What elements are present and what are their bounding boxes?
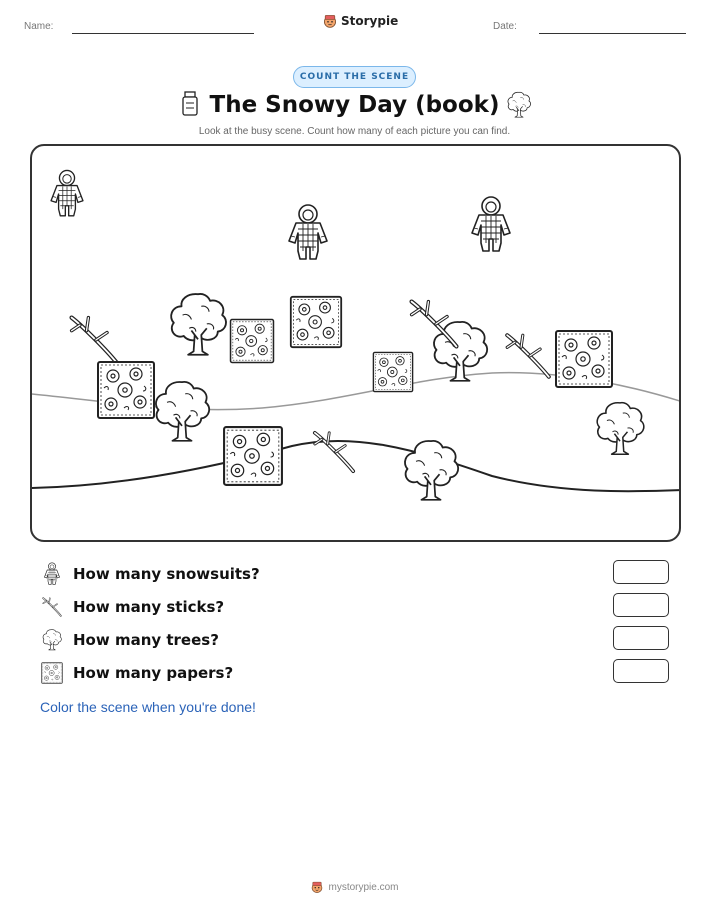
question-text: How many papers? [73,664,234,682]
paper-icon [41,661,63,685]
answer-box-sticks[interactable] [613,593,669,617]
brand-name: Storypie [341,14,399,28]
date-label: Date: [493,21,517,32]
tree-picture [399,436,463,506]
tree-picture [592,398,648,460]
footer [0,880,709,894]
page-title: The Snowy Day (book) [209,92,500,118]
stick-picture [406,294,462,354]
stick-picture [502,328,554,384]
storypie-mascot-icon [310,880,324,894]
answer-box-papers[interactable] [613,659,669,683]
question-papers [41,661,233,685]
paper-picture [554,328,614,390]
count-scene [30,144,681,542]
answer-box-snowsuits[interactable] [613,560,669,584]
date-line[interactable] [539,33,686,34]
storypie-mascot-icon [322,13,338,29]
tree-picture [165,288,231,362]
stick-icon [41,595,63,619]
brand-logo [322,13,398,29]
question-trees [41,628,219,652]
tree-icon [505,91,533,119]
snowsuit-picture [46,168,88,220]
question-sticks [41,595,224,619]
question-text: How many trees? [73,631,219,649]
tree-icon [41,628,63,652]
paper-picture [289,294,343,350]
snowsuit-picture [466,194,516,256]
paper-picture [229,318,275,364]
instructions: Look at the busy scene. Count how many of each picture you can find. [198,126,511,137]
snowsuit-picture [283,202,333,264]
tree-picture [150,372,214,452]
question-text: How many snowsuits? [73,565,260,583]
name-line[interactable] [72,33,254,34]
stick-picture [310,426,358,478]
paper-picture [96,358,156,422]
paper-picture [222,424,284,488]
paper-picture [372,350,414,394]
snowsuit-icon [41,562,63,586]
color-note: Color the scene when you're done! [40,699,256,715]
question-text: How many sticks? [73,598,225,616]
question-snowsuits [41,562,260,586]
name-label: Name: [24,21,54,32]
footer-url[interactable]: mystorypie.com [328,881,399,893]
activity-badge: COUNT THE SCENE [293,66,416,88]
answer-box-trees[interactable] [613,626,669,650]
